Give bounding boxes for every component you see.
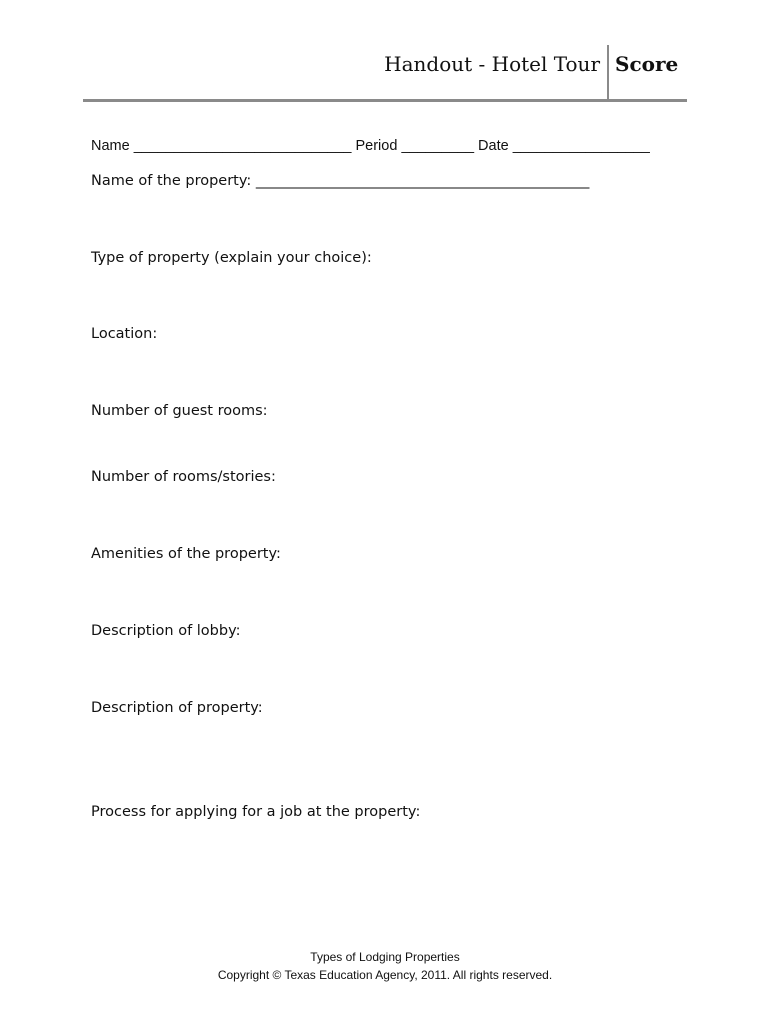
header-divider — [607, 45, 609, 101]
property-name-label: Name of the property: — [91, 173, 252, 189]
question-property-description: Description of property: — [91, 700, 263, 716]
score-label: Score — [615, 52, 679, 76]
header-rule — [83, 99, 687, 102]
footer-copyright: Copyright © Texas Education Agency, 2011. All rights reserved. — [217, 968, 553, 982]
name-label: Name — [91, 138, 130, 154]
question-type: Type of property (explain your choice): — [91, 250, 372, 266]
property-name-line — [91, 173, 589, 189]
question-amenities: Amenities of the property: — [91, 546, 281, 562]
question-rooms-stories: Number of rooms/stories: — [91, 469, 276, 485]
question-lobby: Description of lobby: — [91, 623, 241, 639]
question-job-process: Process for applying for a job at the property: — [91, 804, 421, 820]
footer-title: Types of Lodging Properties — [310, 950, 460, 964]
property-name-blank[interactable]: ______________________________________________ — [255, 173, 590, 189]
name-blank[interactable]: ___________________________ — [133, 138, 352, 154]
period-blank[interactable]: _________ — [401, 138, 475, 154]
question-guest-rooms: Number of guest rooms: — [91, 403, 268, 419]
handout-title: Handout - Hotel Tour — [384, 52, 600, 76]
question-location: Location: — [91, 326, 158, 342]
student-info-line — [91, 138, 650, 154]
date-blank[interactable]: _________________ — [512, 138, 650, 154]
date-label: Date — [478, 138, 509, 154]
period-label: Period — [355, 138, 398, 154]
